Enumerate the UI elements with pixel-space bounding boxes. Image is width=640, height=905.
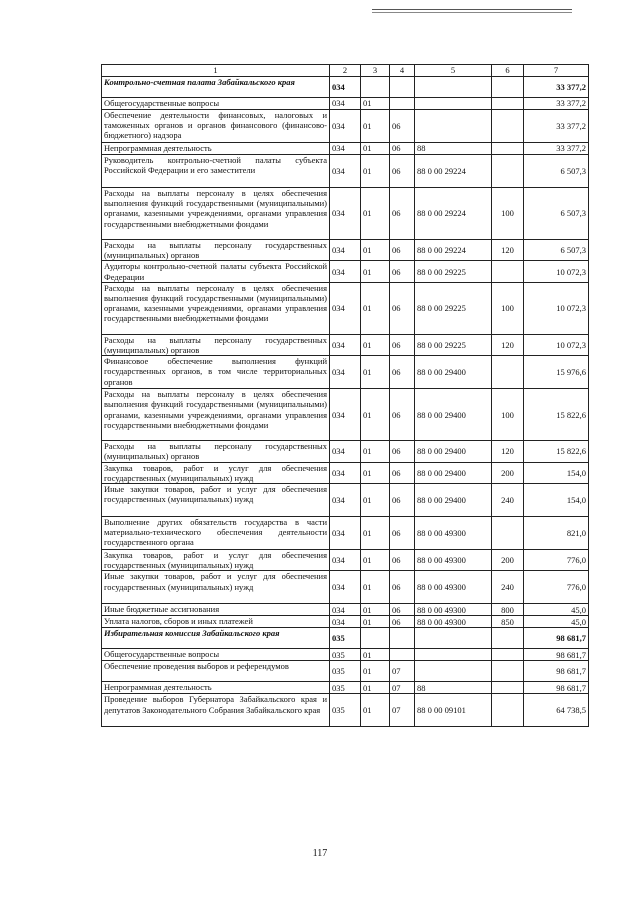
- cell-name: Избирательная комиссия Забайкальского края: [102, 628, 330, 649]
- cell-name: Обеспечение проведения выборов и референдумов: [102, 661, 330, 682]
- table-row: [102, 282, 589, 334]
- cell-rz: 01: [361, 261, 390, 282]
- cell-csr: 88 0 00 49300: [415, 517, 492, 550]
- cell-name: Расходы на выплаты персоналу в целях обеспечения выполнения функций государственными (муниципальными) органами, казенными учреждениями, органами управления государственными внебюджетными фондами: [102, 188, 330, 240]
- cell-pr: [390, 77, 415, 98]
- cell-name: Контрольно-счетная палата Забайкальского края: [102, 77, 330, 98]
- cell-pr: 07: [390, 661, 415, 682]
- cell-rz: 01: [361, 462, 390, 483]
- cell-gr: 034: [330, 188, 361, 240]
- cell-rz: 01: [361, 389, 390, 441]
- cell-name: Иные закупки товаров, работ и услуг для обеспечения государственных (муниципальных) нужд: [102, 484, 330, 517]
- cell-rz: 01: [361, 356, 390, 389]
- cell-gr: 034: [330, 571, 361, 604]
- col-header-7: 7: [524, 65, 589, 77]
- cell-pr: 06: [390, 282, 415, 334]
- cell-name: Руководитель контрольно-счетной палаты субъекта Российской Федерации и его заместители: [102, 155, 330, 188]
- cell-rz: [361, 628, 390, 649]
- table-body: [102, 65, 589, 727]
- cell-csr: 88 0 00 29400: [415, 484, 492, 517]
- table-row: [102, 484, 589, 517]
- cell-rz: 01: [361, 441, 390, 462]
- cell-name: Уплата налогов, сборов и иных платежей: [102, 616, 330, 628]
- cell-sum: 10 072,3: [524, 282, 589, 334]
- cell-csr: [415, 661, 492, 682]
- cell-rz: 01: [361, 517, 390, 550]
- cell-csr: 88 0 00 29224: [415, 240, 492, 261]
- cell-rz: 01: [361, 550, 390, 571]
- cell-name: Расходы на выплаты персоналу в целях обеспечения выполнения функций государственными (муниципальными) органами, казенными учреждениями, органами управления государственными внебюджетными фондами: [102, 282, 330, 334]
- cell-sum: 98 681,7: [524, 661, 589, 682]
- cell-rz: 01: [361, 616, 390, 628]
- cell-gr: 034: [330, 389, 361, 441]
- cell-name: Закупка товаров, работ и услуг для обеспечения государственных (муниципальных) нужд: [102, 462, 330, 483]
- cell-vr: 200: [492, 462, 524, 483]
- cell-vr: [492, 77, 524, 98]
- col-header-2: 2: [330, 65, 361, 77]
- cell-gr: 034: [330, 462, 361, 483]
- cell-gr: 035: [330, 694, 361, 727]
- cell-gr: 034: [330, 484, 361, 517]
- cell-vr: 800: [492, 604, 524, 616]
- cell-gr: 034: [330, 110, 361, 143]
- cell-name: Расходы на выплаты персоналу государственных (муниципальных) органов: [102, 441, 330, 462]
- cell-pr: [390, 628, 415, 649]
- cell-gr: 034: [330, 334, 361, 355]
- cell-pr: 06: [390, 517, 415, 550]
- table-row: [102, 356, 589, 389]
- cell-name: Проведение выборов Губернатора Забайкальского края и депутатов Законодательного Собрания Забайкальского края: [102, 694, 330, 727]
- cell-name: Непрограммная деятельность: [102, 143, 330, 155]
- cell-vr: [492, 517, 524, 550]
- cell-csr: 88 0 00 29224: [415, 155, 492, 188]
- scan-artifact-line: [372, 9, 572, 10]
- cell-gr: 035: [330, 649, 361, 661]
- cell-gr: 034: [330, 261, 361, 282]
- cell-gr: 035: [330, 661, 361, 682]
- cell-csr: 88 0 00 29224: [415, 188, 492, 240]
- cell-pr: 07: [390, 682, 415, 694]
- cell-sum: 15 822,6: [524, 441, 589, 462]
- cell-sum: 154,0: [524, 462, 589, 483]
- cell-name: Общегосударственные вопросы: [102, 98, 330, 110]
- cell-vr: [492, 110, 524, 143]
- cell-sum: 33 377,2: [524, 110, 589, 143]
- cell-pr: 06: [390, 389, 415, 441]
- cell-gr: 034: [330, 143, 361, 155]
- cell-pr: [390, 649, 415, 661]
- cell-sum: 33 377,2: [524, 98, 589, 110]
- cell-gr: 034: [330, 441, 361, 462]
- cell-rz: 01: [361, 143, 390, 155]
- cell-pr: 06: [390, 550, 415, 571]
- cell-gr: 035: [330, 682, 361, 694]
- table-row: [102, 616, 589, 628]
- cell-rz: 01: [361, 98, 390, 110]
- cell-name: Обеспечение деятельности финансовых, налоговых и таможенных органов и органов финансового (финансово-бюджетного) надзора: [102, 110, 330, 143]
- cell-vr: 200: [492, 550, 524, 571]
- cell-vr: [492, 682, 524, 694]
- table-row: [102, 441, 589, 462]
- table-row: [102, 334, 589, 355]
- cell-pr: 06: [390, 240, 415, 261]
- cell-vr: 120: [492, 334, 524, 355]
- cell-vr: 100: [492, 188, 524, 240]
- cell-gr: 034: [330, 282, 361, 334]
- cell-name: Расходы на выплаты персоналу государственных (муниципальных) органов: [102, 334, 330, 355]
- cell-sum: 98 681,7: [524, 649, 589, 661]
- table-row: [102, 155, 589, 188]
- table-header-row: [102, 65, 589, 77]
- cell-vr: 100: [492, 282, 524, 334]
- cell-name: Выполнение других обязательств государства в части материально-технического обеспечения деятельности государственного органа: [102, 517, 330, 550]
- table-row: [102, 649, 589, 661]
- cell-vr: [492, 694, 524, 727]
- table-row: [102, 98, 589, 110]
- cell-gr: 034: [330, 604, 361, 616]
- cell-vr: [492, 98, 524, 110]
- cell-sum: 6 507,3: [524, 155, 589, 188]
- cell-gr: 034: [330, 616, 361, 628]
- table-row: [102, 462, 589, 483]
- col-header-4: 4: [390, 65, 415, 77]
- table-row: [102, 517, 589, 550]
- table-row: [102, 143, 589, 155]
- cell-sum: 6 507,3: [524, 188, 589, 240]
- cell-csr: 88 0 00 49300: [415, 571, 492, 604]
- cell-csr: 88 0 00 09101: [415, 694, 492, 727]
- cell-csr: 88 0 00 29400: [415, 356, 492, 389]
- cell-gr: 034: [330, 240, 361, 261]
- cell-sum: 776,0: [524, 571, 589, 604]
- cell-sum: 98 681,7: [524, 682, 589, 694]
- table-row: [102, 694, 589, 727]
- cell-csr: 88: [415, 143, 492, 155]
- cell-pr: 06: [390, 143, 415, 155]
- table-row: [102, 110, 589, 143]
- cell-rz: 01: [361, 188, 390, 240]
- cell-rz: 01: [361, 682, 390, 694]
- cell-vr: [492, 356, 524, 389]
- cell-pr: 06: [390, 616, 415, 628]
- cell-sum: 776,0: [524, 550, 589, 571]
- cell-vr: 100: [492, 389, 524, 441]
- cell-sum: 6 507,3: [524, 240, 589, 261]
- cell-vr: 240: [492, 484, 524, 517]
- cell-pr: 06: [390, 604, 415, 616]
- table-row: [102, 604, 589, 616]
- cell-rz: 01: [361, 571, 390, 604]
- cell-pr: 07: [390, 694, 415, 727]
- cell-vr: 120: [492, 240, 524, 261]
- cell-vr: [492, 143, 524, 155]
- table-row: [102, 571, 589, 604]
- cell-pr: 06: [390, 110, 415, 143]
- cell-vr: [492, 155, 524, 188]
- cell-vr: [492, 628, 524, 649]
- cell-sum: 64 738,5: [524, 694, 589, 727]
- table-row: [102, 550, 589, 571]
- page-number: 117: [312, 848, 328, 859]
- cell-csr: 88 0 00 29225: [415, 261, 492, 282]
- cell-vr: [492, 661, 524, 682]
- cell-sum: 10 072,3: [524, 261, 589, 282]
- cell-sum: 821,0: [524, 517, 589, 550]
- col-header-3: 3: [361, 65, 390, 77]
- cell-rz: 01: [361, 604, 390, 616]
- cell-pr: 06: [390, 334, 415, 355]
- cell-name: Иные бюджетные ассигнования: [102, 604, 330, 616]
- cell-sum: 45,0: [524, 616, 589, 628]
- cell-vr: 850: [492, 616, 524, 628]
- cell-vr: [492, 649, 524, 661]
- cell-rz: 01: [361, 694, 390, 727]
- cell-csr: 88 0 00 49300: [415, 616, 492, 628]
- cell-sum: 154,0: [524, 484, 589, 517]
- cell-gr: 034: [330, 98, 361, 110]
- cell-csr: 88 0 00 29225: [415, 282, 492, 334]
- cell-pr: 06: [390, 571, 415, 604]
- col-header-6: 6: [492, 65, 524, 77]
- cell-rz: 01: [361, 240, 390, 261]
- cell-csr: 88 0 00 29225: [415, 334, 492, 355]
- cell-csr: [415, 649, 492, 661]
- cell-csr: 88 0 00 29400: [415, 441, 492, 462]
- cell-pr: 06: [390, 155, 415, 188]
- cell-name: Непрограммная деятельность: [102, 682, 330, 694]
- cell-sum: 45,0: [524, 604, 589, 616]
- cell-name: Расходы на выплаты персоналу в целях обеспечения выполнения функций государственными (муниципальными) органами, казенными учреждениями, органами управления государственными внебюджетными фондами: [102, 389, 330, 441]
- cell-sum: 98 681,7: [524, 628, 589, 649]
- cell-csr: 88 0 00 29400: [415, 462, 492, 483]
- table-row: [102, 188, 589, 240]
- cell-csr: [415, 110, 492, 143]
- table-row: [102, 661, 589, 682]
- cell-gr: 035: [330, 628, 361, 649]
- cell-gr: 034: [330, 550, 361, 571]
- cell-name: Иные закупки товаров, работ и услуг для обеспечения государственных (муниципальных) нужд: [102, 571, 330, 604]
- cell-sum: 10 072,3: [524, 334, 589, 355]
- cell-vr: 240: [492, 571, 524, 604]
- cell-name: Аудиторы контрольно-счетной палаты субъекта Российской Федерации: [102, 261, 330, 282]
- cell-vr: [492, 261, 524, 282]
- cell-sum: 15 822,6: [524, 389, 589, 441]
- cell-rz: 01: [361, 110, 390, 143]
- scan-artifact-line: [372, 12, 572, 13]
- cell-csr: [415, 628, 492, 649]
- col-header-1: 1: [102, 65, 330, 77]
- cell-rz: [361, 77, 390, 98]
- cell-gr: 034: [330, 517, 361, 550]
- cell-pr: 06: [390, 356, 415, 389]
- table-row: [102, 628, 589, 649]
- cell-rz: 01: [361, 484, 390, 517]
- cell-csr: [415, 98, 492, 110]
- cell-rz: 01: [361, 649, 390, 661]
- cell-name: Финансовое обеспечение выполнения функций государственных органов, в том числе территориальных органов: [102, 356, 330, 389]
- table-row: [102, 682, 589, 694]
- cell-pr: 06: [390, 261, 415, 282]
- cell-pr: 06: [390, 462, 415, 483]
- budget-table: [101, 64, 589, 727]
- cell-csr: 88 0 00 49300: [415, 604, 492, 616]
- cell-name: Закупка товаров, работ и услуг для обеспечения государственных (муниципальных) нужд: [102, 550, 330, 571]
- table-row: [102, 261, 589, 282]
- cell-pr: 06: [390, 441, 415, 462]
- cell-rz: 01: [361, 155, 390, 188]
- cell-sum: 15 976,6: [524, 356, 589, 389]
- col-header-5: 5: [415, 65, 492, 77]
- table-row: [102, 389, 589, 441]
- cell-name: Расходы на выплаты персоналу государственных (муниципальных) органов: [102, 240, 330, 261]
- cell-pr: 06: [390, 188, 415, 240]
- cell-sum: 33 377,2: [524, 143, 589, 155]
- table-row: [102, 77, 589, 98]
- cell-csr: 88: [415, 682, 492, 694]
- cell-gr: 034: [330, 77, 361, 98]
- cell-csr: [415, 77, 492, 98]
- cell-sum: 33 377,2: [524, 77, 589, 98]
- cell-csr: 88 0 00 29400: [415, 389, 492, 441]
- cell-name: Общегосударственные вопросы: [102, 649, 330, 661]
- cell-pr: 06: [390, 484, 415, 517]
- cell-vr: 120: [492, 441, 524, 462]
- cell-rz: 01: [361, 334, 390, 355]
- cell-gr: 034: [330, 155, 361, 188]
- cell-rz: 01: [361, 282, 390, 334]
- table-row: [102, 240, 589, 261]
- cell-pr: [390, 98, 415, 110]
- cell-gr: 034: [330, 356, 361, 389]
- cell-csr: 88 0 00 49300: [415, 550, 492, 571]
- cell-rz: 01: [361, 661, 390, 682]
